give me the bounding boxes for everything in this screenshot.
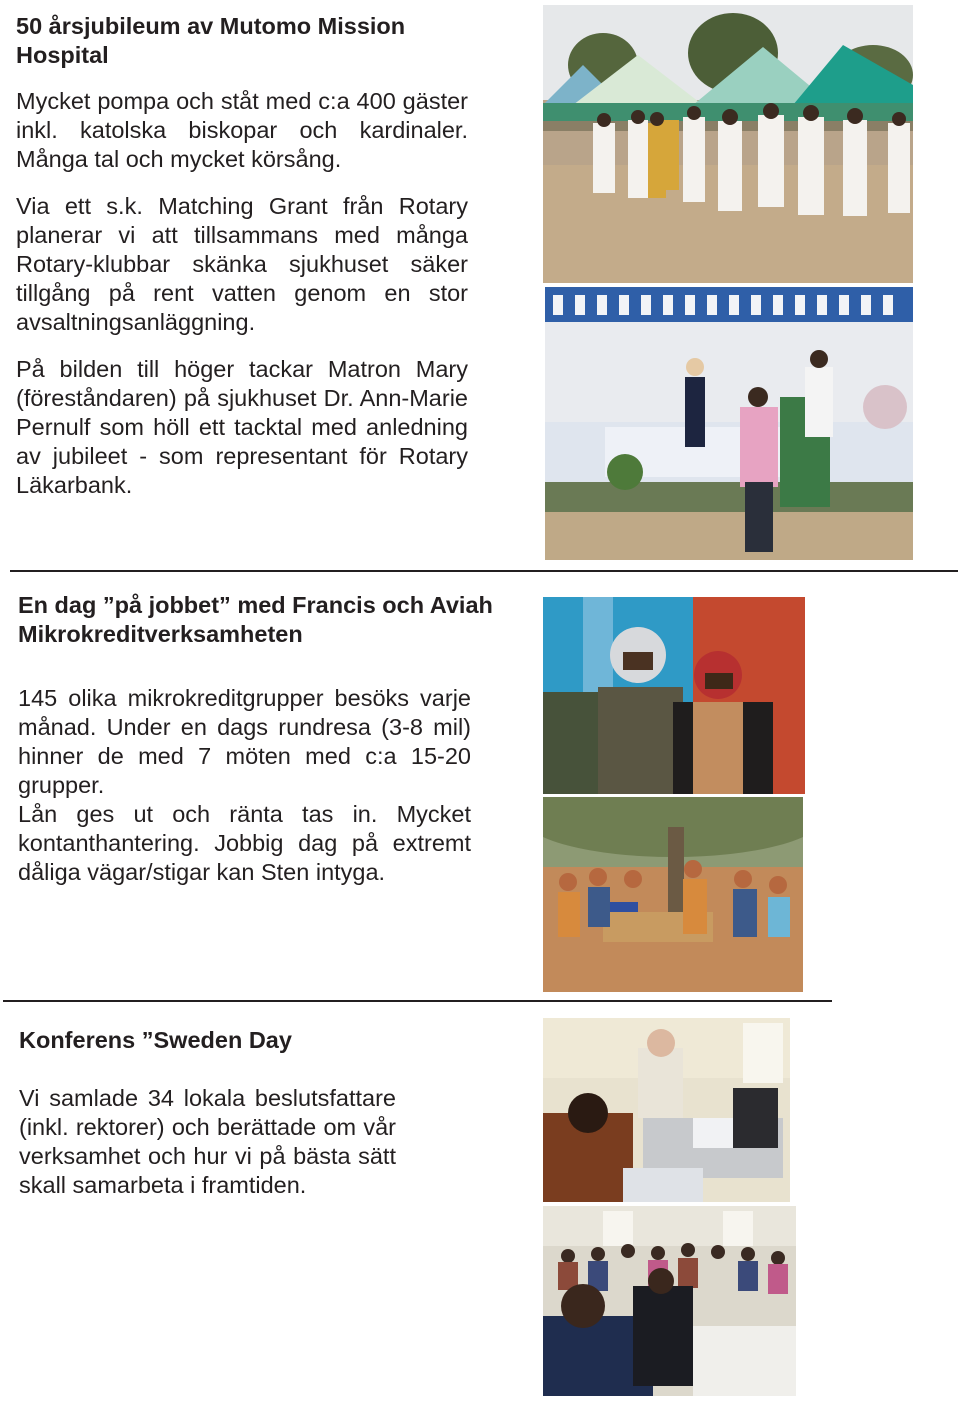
paragraph-loans: Lån ges ut och ränta tas in. Mycket kontanthantering. Jobbig dag på extremt dåliga vägar/stigar kan Sten intyga. xyxy=(18,801,471,885)
paragraph-decision-makers: Vi samlade 34 lokala beslutsfattare (inkl. rektorer) och berättade om vår verksamhet och hur vi på bästa sätt skall samarbeta i framtiden. xyxy=(19,1085,396,1198)
paragraph-photo-caption: På bilden till höger tackar Matron Mary (föreståndaren) på sjukhuset Dr. Ann-Marie Pernulf som höll ett tacktal med anledning av jubileet - som representant för Rotary Läkarbank. xyxy=(16,356,468,498)
photo-conference-speaker xyxy=(543,1018,790,1202)
section-divider-2 xyxy=(3,1000,832,1002)
photo-helmets xyxy=(543,597,805,794)
section-title-microcredit: En dag ”på jobbet” med Francis och Aviah Mikrokreditverksamheten xyxy=(18,592,493,647)
paragraph-groups-visited: 145 olika mikrokreditgrupper besöks varje månad. Under en dags rundresa (3-8 mil) hinner de med 7 möten med c:a 15-20 grupper. xyxy=(18,685,471,798)
paragraph-guests: Mycket pompa och ståt med c:a 400 gäster inkl. katolska biskopar och kardinaler. Många tal och mycket körsång. xyxy=(16,88,468,172)
section-jubilee-body xyxy=(16,87,468,500)
photo-stage-speech xyxy=(545,287,913,560)
section-title-jubilee: 50 årsjubileum av Mutomo Mission Hospital xyxy=(16,13,406,68)
section-title-conference: Konferens ”Sweden Day xyxy=(19,1027,292,1053)
section-conference-body xyxy=(19,1084,396,1200)
paragraph-matching-grant: Via ett s.k. Matching Grant från Rotary planerar vi att tillsammans med många Rotary-klubbar skänka sjukhuset säker tillgång på rent vatten genom en stor avsaltningsanläggning. xyxy=(16,193,468,335)
photo-procession xyxy=(543,5,913,283)
photo-meeting-under-tree xyxy=(543,797,803,992)
photo-conference-audience xyxy=(543,1206,796,1396)
section-divider-1 xyxy=(10,570,958,572)
section-microcredit-body xyxy=(18,684,471,887)
